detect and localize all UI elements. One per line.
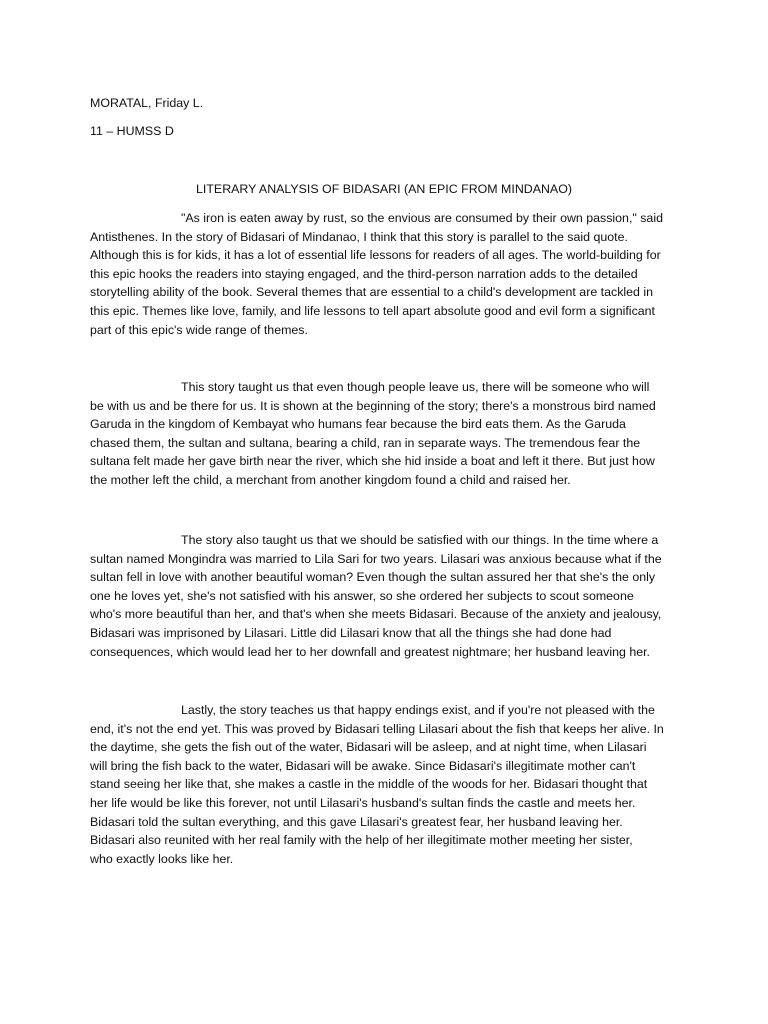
text-line: This story taught us that even though people leave us, there will be someone who will — [181, 380, 650, 394]
text-line: Lastly, the story teaches us that happy endings exist, and if you're not pleased with the — [181, 703, 655, 717]
text-line: The story also taught us that we should be satisfied with our things. In the time where a — [181, 533, 659, 547]
text-line: who's more beautiful than her, and that's when she meets Bidasari. Because of the anxiety and jealousy, — [90, 607, 662, 622]
paragraph-1 — [90, 209, 674, 339]
text-line: one he loves yet, she's not satisfied with his answer, so she ordered her subjects to scout someone — [90, 588, 634, 603]
text-line: this epic hooks the readers into staying engaged, and the third-person narration adds to the detailed — [90, 266, 638, 281]
text-line: sultan fell in love with another beautiful woman? Even though the sultan assured her that she's the only — [90, 570, 656, 585]
text-line: Antisthenes. In the story of Bidasari of Mindanao, I think that this story is parallel to the said quote. — [90, 229, 628, 244]
document-title: LITERARY ANALYSIS OF BIDASARI (AN EPIC FROM MINDANAO) — [196, 182, 572, 196]
paragraph-3 — [90, 531, 674, 661]
paragraph-4 — [90, 701, 674, 868]
text-line: Garuda in the kingdom of Kembayat who humans fear because the bird eats them. As the Garuda — [90, 417, 626, 432]
text-line: consequences, which would lead her to her downfall and greatest nightmare; her husband leaving her. — [90, 644, 651, 659]
text-line: Bidasari also reunited with her real family with the help of her illegitimate mother meeting her sister, — [90, 833, 633, 848]
text-line: will bring the fish back to the water, Bidasari will be awake. Since Bidasari's illegitimate mother can't — [90, 758, 636, 773]
text-line: Bidasari was imprisoned by Lilasari. Little did Lilasari know that all the things she had done had — [90, 625, 612, 640]
text-line: "As iron is eaten away by rust, so the envious are consumed by their own passion," said — [181, 211, 663, 225]
text-line: storytelling ability of the book. Several themes that are essential to a child's development are tackled in — [90, 285, 654, 300]
paragraph-2 — [90, 378, 674, 490]
text-line: who exactly looks like her. — [90, 851, 234, 866]
grade-section: 11 – HUMSS D — [90, 124, 174, 138]
author-name: MORATAL, Friday L. — [90, 96, 204, 110]
text-line: this epic. Themes like love, family, and life lessons to tell apart absolute good and evil form a significant — [90, 303, 655, 318]
text-line: Although this is for kids, it has a lot of essential life lessons for readers of all ages. The world-building for — [90, 248, 661, 263]
text-line: be with us and be there for us. It is shown at the beginning of the story; there's a monstrous bird named — [90, 398, 656, 413]
text-line: chased them, the sultan and sultana, bearing a child, ran in separate ways. The tremendous fear the — [90, 435, 641, 450]
text-line: sultan named Mongindra was married to Lila Sari for two years. Lilasari was anxious because what if the — [90, 551, 662, 566]
text-line: stand seeing her like that, she makes a castle in the middle of the woods for her. Bidasari thought that — [90, 777, 648, 792]
text-line: the mother left the child, a merchant from another kingdom found a child and raised her. — [90, 472, 571, 487]
text-line: sultana felt made her gave birth near the river, which she hid inside a boat and left it there. But just how — [90, 454, 655, 469]
text-line: part of this epic's wide range of themes. — [90, 322, 308, 337]
text-line: end, it's not the end yet. This was proved by Bidasari telling Lilasari about the fish that keeps her alive. In — [90, 721, 664, 736]
text-line: her life would be like this forever, not until Lilasari's husband's sultan finds the castle and meets her. — [90, 795, 636, 810]
text-line: Bidasari told the sultan everything, and this gave Lilasari's greatest fear, her husband leaving her. — [90, 814, 623, 829]
text-line: the daytime, she gets the fish out of the water, Bidasari will be asleep, and at night time, when Lilasari — [90, 740, 647, 755]
